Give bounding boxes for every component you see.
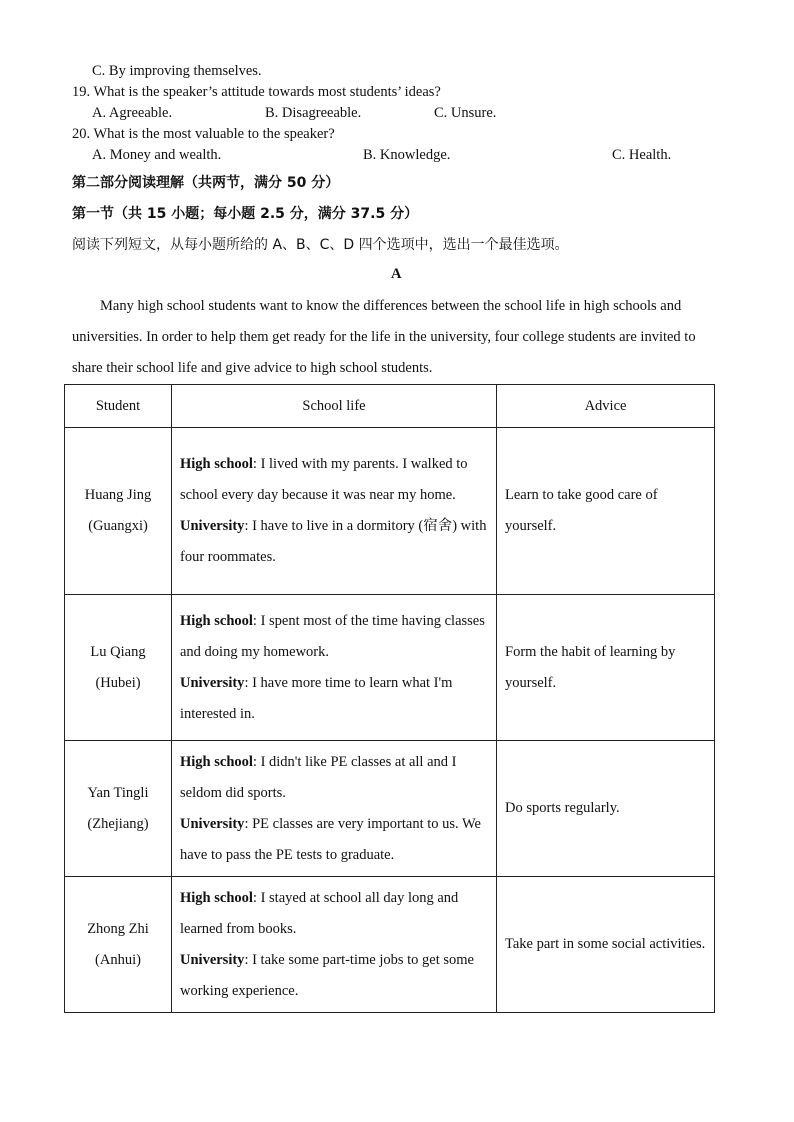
university-detail: : I have to live in a dormitory (宿舍) with four roommates. <box>180 518 487 565</box>
student-name: Yan Tingli <box>87 784 149 801</box>
high-school-label: High school <box>180 889 253 906</box>
student-province: (Anhui) <box>95 951 141 968</box>
advice-cell: Learn to take good care of yourself. <box>497 428 715 595</box>
school-life-cell <box>172 877 497 1013</box>
header-school-life: School life <box>172 385 497 428</box>
student-name: Lu Qiang <box>90 643 146 660</box>
high-school-label: High school <box>180 753 253 770</box>
high-school-detail: : I didn't like PE classes at all and I seldom did sports. <box>180 753 457 801</box>
high-school-text <box>180 606 488 668</box>
university-detail: : I take some part-time jobs to get some working experience. <box>180 951 474 999</box>
university-detail: : I have more time to learn what I'm interested in. <box>180 674 453 722</box>
student-province: (Zhejiang) <box>87 815 149 832</box>
student-cell <box>65 595 172 741</box>
section-title: 第一节（共 15 小题；每小题 2.5 分，满分 37.5 分） <box>72 206 419 222</box>
option-18c: C. By improving themselves. <box>92 63 262 79</box>
student-cell <box>65 877 172 1013</box>
student-table <box>64 384 715 1013</box>
university-label: University <box>180 518 245 534</box>
option-20a: A. Money and wealth. <box>92 147 222 163</box>
header-advice: Advice <box>497 385 715 428</box>
option-19b: B. Disagreeable. <box>265 105 362 121</box>
school-life-cell <box>172 741 497 877</box>
table-row <box>65 428 715 595</box>
option-20c: C. Health. <box>612 147 672 163</box>
high-school-label: High school <box>180 456 253 472</box>
university-label: University <box>180 815 245 832</box>
high-school-detail: : I lived with my parents. I walked to school every day because it was near my home. <box>180 456 468 503</box>
question-19: 19. What is the speaker’s attitude towards most students’ ideas? <box>72 84 441 100</box>
student-cell <box>65 741 172 877</box>
student-name: Huang Jing <box>84 487 152 503</box>
advice-cell: Do sports regularly. <box>497 741 715 877</box>
high-school-label: High school <box>180 612 253 629</box>
university-detail: : PE classes are very important to us. We have to pass the PE tests to graduate. <box>180 815 481 863</box>
question-20: 20. What is the most valuable to the speaker? <box>72 126 335 142</box>
passage-intro <box>72 291 722 384</box>
option-20b: B. Knowledge. <box>363 147 451 163</box>
university-text <box>180 668 488 730</box>
passage-intro-text: Many high school students want to know the differences between the school life in high schools and universities. In order to help them get ready for the life in the university, four college students are invited to share their school life and give advice to high school students. <box>72 298 696 376</box>
student-cell <box>65 428 172 595</box>
university-label: University <box>180 674 245 691</box>
instructions: 阅读下列短文，从每小题所给的 A、B、C、D 四个选项中，选出一个最佳选项。 <box>72 237 569 253</box>
part-title: 第二部分阅读理解（共两节，满分 50 分） <box>72 175 340 191</box>
university-text <box>180 809 488 871</box>
high-school-text <box>180 883 488 945</box>
school-life-cell <box>172 595 497 741</box>
university-text <box>180 511 488 573</box>
high-school-text <box>180 449 488 511</box>
header-student: Student <box>65 385 172 428</box>
high-school-detail: : I spent most of the time having classes and doing my homework. <box>180 612 485 660</box>
table-row <box>65 595 715 741</box>
option-19c: C. Unsure. <box>434 105 497 121</box>
option-19a: A. Agreeable. <box>92 105 173 121</box>
passage-label: A <box>391 266 402 282</box>
student-province: (Hubei) <box>95 674 141 691</box>
table-row <box>65 877 715 1013</box>
student-name: Zhong Zhi <box>87 920 149 937</box>
table-header-row <box>65 385 715 428</box>
school-life-cell <box>172 428 497 595</box>
table-row <box>65 741 715 877</box>
advice-cell: Form the habit of learning by yourself. <box>497 595 715 741</box>
high-school-text <box>180 747 488 809</box>
university-text <box>180 945 488 1007</box>
student-province: (Guangxi) <box>88 518 148 534</box>
university-label: University <box>180 951 245 968</box>
high-school-detail: : I stayed at school all day long and learned from books. <box>180 889 459 937</box>
advice-cell: Take part in some social activities. <box>497 877 715 1013</box>
